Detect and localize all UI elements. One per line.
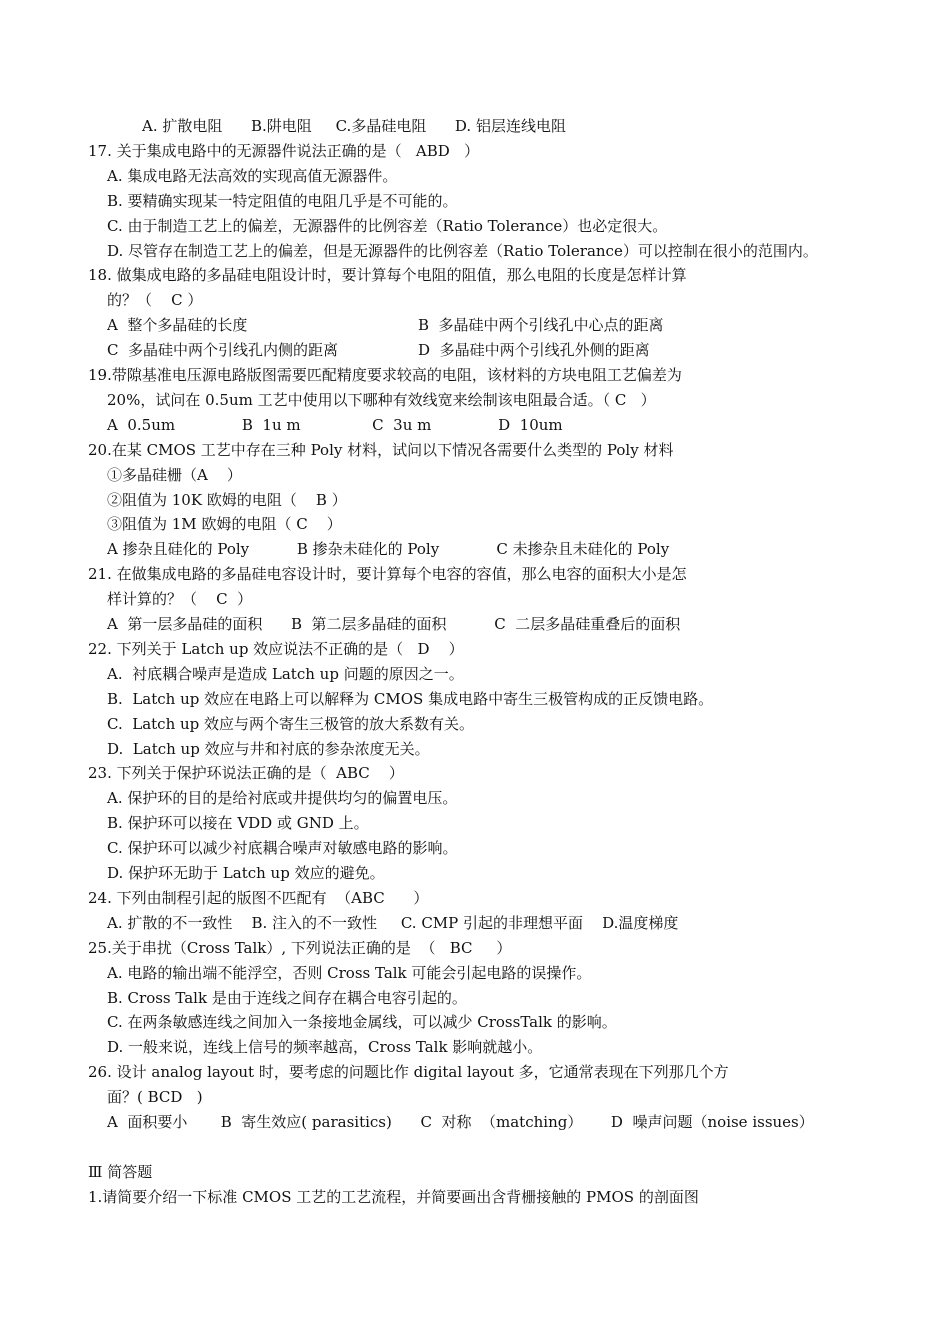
text-line: 面？( BCD )	[107, 1088, 203, 1107]
text-line: A 面积要小 B 寄生效应( parasitics) C 对称 （matching） D 噪声问题（noise issues）	[107, 1113, 814, 1131]
text-line: 26. 设计 analog layout 时，要考虑的问题比作 digital layout 多，它通常表现在下列那几个方	[88, 1063, 729, 1082]
text-line: ①多晶硅栅（A ）	[107, 465, 242, 484]
text-line: 25.关于串扰（Cross Talk）, 下列说法正确的是 （ BC ）	[88, 938, 512, 957]
text-line: A. 扩散的不一致性 B. 注入的不一致性 C. CMP 引起的非理想平面 D.温度梯度	[107, 913, 679, 932]
text-line: ③阻值为 1M 欧姆的电阻（ C ）	[107, 515, 342, 534]
text-line: 22. 下列关于 Latch up 效应说法不正确的是（ D ）	[88, 639, 464, 658]
text-line: A 整个多晶硅的长度	[107, 316, 248, 335]
text-line-column-b: D 多晶硅中两个引线孔外侧的距离	[418, 341, 650, 360]
text-line: 19.带隙基准电压源电路版图需要匹配精度要求较高的电阻，该材料的方块电阻工艺偏差为	[88, 366, 682, 384]
text-line: C. 在两条敏感连线之间加入一条接地金属线，可以减少 CrossTalk 的影响。	[107, 1013, 617, 1032]
text-line: 20.在某 CMOS 工艺中存在三种 Poly 材料，试问以下情况各需要什么类型的 Poly 材料	[88, 440, 674, 459]
text-line: A. 扩散电阻 B.阱电阻 C.多晶硅电阻 D. 铝层连线电阻	[142, 117, 566, 135]
text-line: D. 尽管存在制造工艺上的偏差，但是无源器件的比例容差（Ratio Tolerance）可以控制在很小的范围内。	[107, 241, 818, 260]
text-line: C 多晶硅中两个引线孔内侧的距离	[107, 341, 339, 360]
text-line: 20%，试问在 0.5um 工艺中使用以下哪种有效线宽来绘制该电阻最合适。（ C ）	[107, 390, 656, 409]
text-line: A 掺杂且硅化的 Poly B 掺杂未硅化的 Poly C 未掺杂且未硅化的 Poly	[107, 540, 670, 559]
text-line: C. 保护环可以减少衬底耦合噪声对敏感电路的影响。	[107, 839, 458, 858]
text-line: 23. 下列关于保护环说法正确的是（ ABC ）	[88, 764, 404, 783]
text-line: 21. 在做集成电路的多晶硅电容设计时，要计算每个电容的容值，那么电容的面积大小是怎	[88, 565, 687, 584]
text-line: Ⅲ 简答题	[88, 1162, 153, 1181]
text-line: C. Latch up 效应与两个寄生三极管的放大系数有关。	[107, 714, 475, 733]
text-line: B. 要精确实现某一特定阻值的电阻几乎是不可能的。	[107, 191, 458, 210]
text-line: B. Latch up 效应在电路上可以解释为 CMOS 集成电路中寄生三极管构成的正反馈电路。	[107, 689, 714, 708]
text-line: B. 保护环可以接在 VDD 或 GND 上。	[107, 814, 369, 833]
text-line: D. Latch up 效应与井和衬底的参杂浓度无关。	[107, 739, 430, 758]
text-line: 18. 做集成电路的多晶硅电阻设计时，要计算每个电阻的阻值，那么电阻的长度是怎样计算	[88, 266, 687, 285]
text-line: D. 保护环无助于 Latch up 效应的避免。	[107, 864, 385, 882]
text-line: 样计算的？（ C ）	[107, 590, 253, 609]
text-line: B. Cross Talk 是由于连线之间存在耦合电容引起的。	[107, 988, 467, 1007]
text-line-column-b: B 多晶硅中两个引线孔中心点的距离	[418, 316, 664, 335]
text-line: 1.请简要介绍一下标准 CMOS 工艺的工艺流程，并简要画出含背栅接触的 PMOS 的剖面图	[88, 1187, 699, 1206]
text-line: 17. 关于集成电路中的无源器件说法正确的是（ ABD ）	[88, 141, 480, 160]
text-line: A. 集成电路无法高效的实现高值无源器件。	[107, 166, 398, 185]
text-line: A. 衬底耦合噪声是造成 Latch up 问题的原因之一。	[107, 664, 464, 683]
text-line: 24. 下列由制程引起的版图不匹配有 （ABC ）	[88, 888, 429, 907]
text-line: ②阻值为 10K 欧姆的电阻（ B ）	[107, 490, 347, 509]
text-line: A 第一层多晶硅的面积 B 第二层多晶硅的面积 C 二层多晶硅重叠后的面积	[107, 615, 681, 633]
text-line: 的？（ C ）	[107, 291, 203, 310]
text-line: D. 一般来说，连线上信号的频率越高，Cross Talk 影响就越小。	[107, 1038, 543, 1057]
text-line: C. 由于制造工艺上的偏差，无源器件的比例容差（Ratio Tolerance）也必定很大。	[107, 216, 668, 235]
text-line: A. 电路的输出端不能浮空，否则 Cross Talk 可能会引起电路的误操作。	[107, 963, 592, 982]
text-line: A 0.5um B 1u m C 3u m D 10um	[107, 415, 563, 434]
text-line: A. 保护环的目的是给衬底或井提供均匀的偏置电压。	[107, 789, 458, 808]
